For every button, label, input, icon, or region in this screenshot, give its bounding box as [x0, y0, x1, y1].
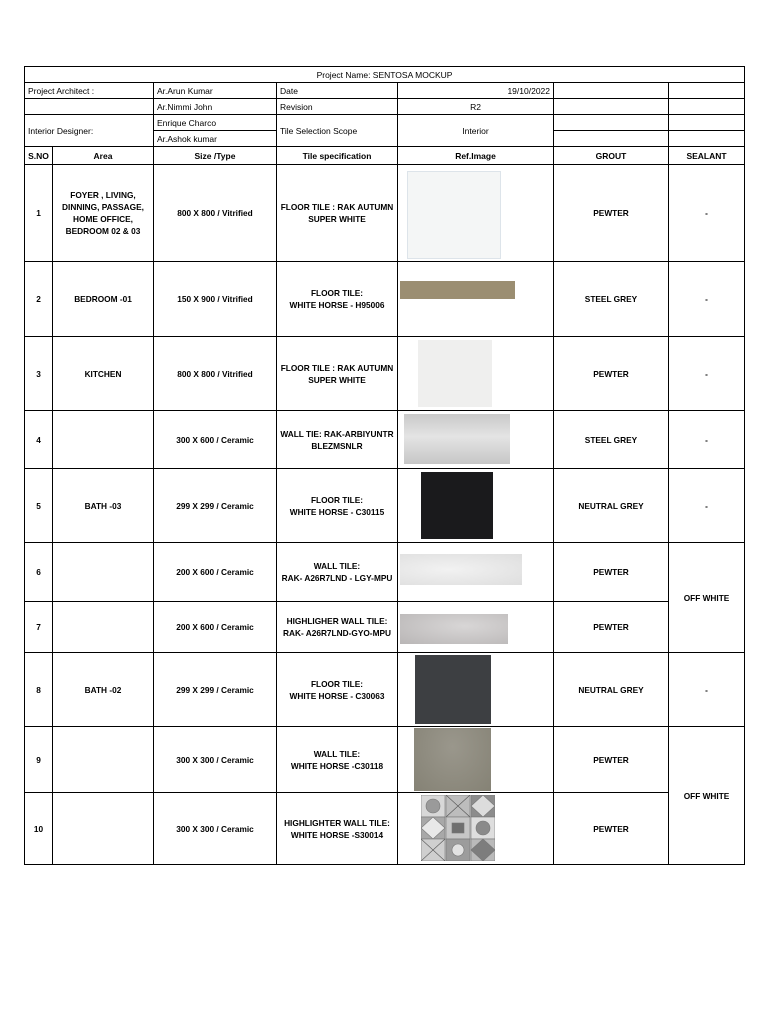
row-sno: 4 — [25, 411, 53, 469]
row-spec: WALL TIE: RAK-ARBIYUNTRBLEZMSNLR — [277, 411, 398, 469]
col-size: Size /Type — [154, 147, 277, 165]
row-size: 300 X 300 / Ceramic — [154, 727, 277, 793]
row-size: 150 X 900 / Vitrified — [154, 262, 277, 337]
row-size: 300 X 300 / Ceramic — [154, 793, 277, 865]
tile-swatch — [404, 414, 510, 464]
col-spec: Tile specification — [277, 147, 398, 165]
scope-value: Interior — [398, 115, 554, 147]
tile-swatch — [400, 281, 515, 299]
table-row — [25, 411, 745, 469]
tile-swatch — [418, 340, 492, 407]
row-grout: PEWTER — [554, 727, 669, 793]
revision-label: Revision — [277, 99, 398, 115]
row-area — [53, 602, 154, 653]
row-sealant: - — [669, 262, 745, 337]
row-spec: FLOOR TILE : RAK AUTUMN SUPER WHITE — [277, 165, 398, 262]
row-area: BEDROOM -01 — [53, 262, 154, 337]
spec-line-1: FLOOR TILE: — [310, 494, 364, 505]
row-sno: 5 — [25, 469, 53, 543]
row-grout: PEWTER — [554, 337, 669, 411]
row-sno: 1 — [25, 165, 53, 262]
table-row — [25, 469, 745, 543]
row-sno: 8 — [25, 653, 53, 727]
row-area: FOYER , LIVING, DINNING, PASSAGE, HOME OFFICE, BEDROOM 02 & 03 — [53, 165, 154, 262]
spec-line-2: RAK- A26R7LND-GYO-MPU — [282, 628, 392, 638]
col-area: Area — [53, 147, 154, 165]
spec-line-1: WALL TILE: — [313, 561, 361, 571]
designer-1: Enrique Charco — [154, 115, 277, 131]
tile-swatch — [400, 614, 508, 644]
date-value: 19/10/2022 — [398, 83, 554, 99]
row-grout: PEWTER — [554, 793, 669, 865]
spec-line-2: WHITE HORSE -C30118 — [290, 760, 384, 771]
table-row — [25, 262, 745, 337]
spec-line-1: WALL TILE: — [313, 748, 361, 759]
row-grout: STEEL GREY — [554, 262, 669, 337]
row-sealant-merged: OFF WHITE — [669, 727, 745, 865]
spec-line-2: WHITE HORSE - C30063 — [289, 690, 385, 701]
row-area — [53, 727, 154, 793]
row-spec — [277, 262, 398, 337]
empty-cell — [669, 83, 745, 99]
spec-line-2: WHITE HORSE -S30014 — [290, 829, 384, 840]
row-size: 800 X 800 / Vitrified — [154, 165, 277, 262]
table-row — [25, 653, 745, 727]
row-sno: 2 — [25, 262, 53, 337]
spec-line-1: FLOOR TILE: — [310, 288, 364, 298]
ref-image-cell — [398, 653, 554, 727]
row-size: 800 X 800 / Vitrified — [154, 337, 277, 411]
col-ref-image: Ref.Image — [398, 147, 554, 165]
row-sealant: - — [669, 337, 745, 411]
spec-line-2: WHITE HORSE - C30115 — [289, 506, 385, 517]
row-sealant: - — [669, 469, 745, 543]
row-grout: PEWTER — [554, 165, 669, 262]
row-spec — [277, 543, 398, 602]
architect-row — [25, 83, 745, 99]
empty-cell — [554, 131, 669, 147]
project-title-row — [25, 67, 745, 83]
ref-image-cell — [398, 793, 554, 865]
row-sno: 7 — [25, 602, 53, 653]
row-spec — [277, 602, 398, 653]
ref-image-cell — [398, 337, 554, 411]
row-area: BATH -02 — [53, 653, 154, 727]
row-sno: 9 — [25, 727, 53, 793]
table-row — [25, 793, 745, 865]
ref-image-cell — [398, 727, 554, 793]
architect-row-2 — [25, 99, 745, 115]
row-grout: NEUTRAL GREY — [554, 653, 669, 727]
row-grout: PEWTER — [554, 543, 669, 602]
row-sealant-merged: OFF WHITE — [669, 543, 745, 653]
row-size: 200 X 600 / Ceramic — [154, 543, 277, 602]
row-sealant: - — [669, 653, 745, 727]
row-size: 200 X 600 / Ceramic — [154, 602, 277, 653]
ref-image-cell — [398, 543, 554, 602]
tile-swatch — [400, 554, 522, 585]
ref-image-cell — [398, 602, 554, 653]
ref-image-cell — [398, 262, 554, 337]
row-sno: 6 — [25, 543, 53, 602]
row-sealant: - — [669, 165, 745, 262]
row-area: KITCHEN — [53, 337, 154, 411]
patterned-tile-swatch — [421, 795, 495, 861]
empty-cell — [669, 99, 745, 115]
row-area: BATH -03 — [53, 469, 154, 543]
project-title: Project Name: SENTOSA MOCKUP — [25, 67, 745, 83]
row-grout: PEWTER — [554, 602, 669, 653]
row-area — [53, 411, 154, 469]
spec-line-1: FLOOR TILE: — [310, 678, 364, 689]
empty-cell — [554, 115, 669, 131]
table-row — [25, 337, 745, 411]
ref-image-cell — [398, 165, 554, 262]
ref-image-cell — [398, 469, 554, 543]
empty-cell — [669, 115, 745, 131]
row-spec — [277, 793, 398, 865]
tile-swatch — [415, 655, 491, 724]
designer-row — [25, 115, 745, 131]
scope-label: Tile Selection Scope — [277, 115, 398, 147]
row-grout: STEEL GREY — [554, 411, 669, 469]
row-spec — [277, 653, 398, 727]
row-grout: NEUTRAL GREY — [554, 469, 669, 543]
tile-swatch — [407, 171, 501, 259]
table-row — [25, 602, 745, 653]
tile-schedule-sheet — [24, 66, 744, 865]
spec-line-1: HIGHLIGHER WALL TILE: — [286, 616, 388, 626]
architect-label: Project Architect : — [25, 83, 154, 99]
row-size: 299 X 299 / Ceramic — [154, 469, 277, 543]
tile-swatch — [414, 728, 491, 791]
empty-cell — [554, 99, 669, 115]
spec-line-1: HIGHLIGHTER WALL TILE: — [284, 817, 390, 828]
row-size: 300 X 600 / Ceramic — [154, 411, 277, 469]
col-grout: GROUT — [554, 147, 669, 165]
empty-cell — [554, 83, 669, 99]
revision-value: R2 — [398, 99, 554, 115]
column-header-row — [25, 147, 745, 165]
row-size: 299 X 299 / Ceramic — [154, 653, 277, 727]
architect-1: Ar.Arun Kumar — [154, 83, 277, 99]
table-row — [25, 727, 745, 793]
row-sno: 10 — [25, 793, 53, 865]
spec-line-2: RAK- A26R7LND - LGY-MPU — [281, 573, 393, 583]
col-sno: S.NO — [25, 147, 53, 165]
col-sealant: SEALANT — [669, 147, 745, 165]
row-spec: FLOOR TILE : RAK AUTUMN SUPER WHITE — [277, 337, 398, 411]
designer-label: Interior Designer: — [25, 115, 154, 147]
table-row — [25, 543, 745, 602]
architect-2: Ar.Nimmi John — [154, 99, 277, 115]
row-spec — [277, 727, 398, 793]
spec-line-2: WHITE HORSE - H95006 — [289, 300, 385, 310]
tile-swatch — [421, 472, 493, 539]
empty-cell — [669, 131, 745, 147]
ref-image-cell — [398, 411, 554, 469]
row-sno: 3 — [25, 337, 53, 411]
row-sealant: - — [669, 411, 745, 469]
row-area — [53, 543, 154, 602]
row-spec — [277, 469, 398, 543]
empty-cell — [25, 99, 154, 115]
table-row — [25, 165, 745, 262]
tile-schedule-table — [24, 66, 745, 865]
date-label: Date — [277, 83, 398, 99]
row-area — [53, 793, 154, 865]
designer-2: Ar.Ashok kumar — [154, 131, 277, 147]
